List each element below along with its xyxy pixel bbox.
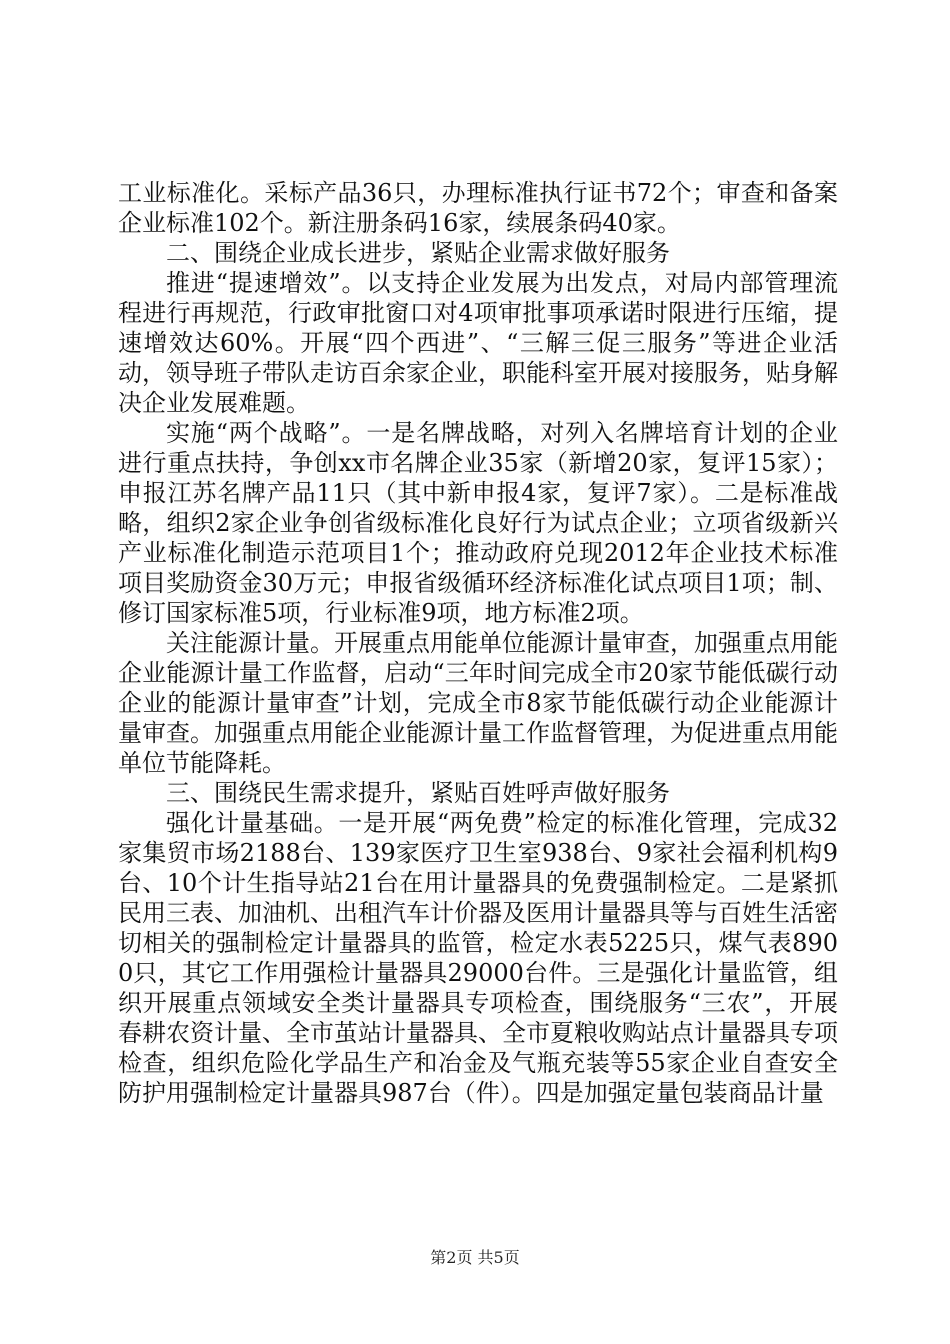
page-footer: 第2页 共5页 [430, 1248, 520, 1267]
paragraph-continuation: 工业标准化。采标产品36只，办理标准执行证书72个；审查和备案企业标准102个。新注册条码16家，续展条码40家。 [118, 179, 838, 237]
paragraph-speed-efficiency: 推进“提速增效”。以支持企业发展为出发点，对局内部管理流程进行再规范，行政审批窗口对4项审批事项承诺时限进行压缩，提速增效达60%。开展“四个西进”、“三解三促三服务”等进企业活动，领导班子带队走访百余家企业，职能科室开展对接服务，贴身解决企业发展难题。 [118, 269, 838, 417]
paragraph-metering-basics: 强化计量基础。一是开展“两免费”检定的标准化管理，完成32家集贸市场2188台、139家医疗卫生室938台、9家社会福利机构9台、10个计生指导站21台在用计量器具的免费强制检定。二是紧抓民用三表、加油机、出租汽车计价器及医用计量器具等与百姓生活密切相关的强制检定计量器具的监管，检定水表5225只，煤气表8900只，其它工作用强检计量器具29000台件。三是强化计量监管，组织开展重点领域安全类计量器具专项检查，围绕服务“三农”，开展春耕农资计量、全市茧站计量器具、全市夏粮收购站点计量器具专项检查，组织危险化学品生产和冶金及气瓶充装等55家企业自查安全防护用强制检定计量器具987台（件）。四是加强定量包装商品计量 [118, 809, 838, 1107]
paragraph-two-strategies: 实施“两个战略”。一是名牌战略，对列入名牌培育计划的企业进行重点扶持，争创xx市名牌企业35家（新增20家，复评15家）；申报江苏名牌产品11只（其中新申报4家，复评7家）。二是标准战略，组织2家企业争创省级标准化良好行为试点企业；立项省级新兴产业标准化制造示范项目1个；推动政府兑现2012年企业技术标准项目奖励资金30万元；申报省级循环经济标准化试点项目1项；制、修订国家标准5项，行业标准9项，地方标准2项。 [118, 419, 838, 627]
section-heading-two: 二、围绕企业成长进步，紧贴企业需求做好服务 [166, 239, 670, 267]
document-body [118, 178, 838, 1108]
section-heading-three: 三、围绕民生需求提升，紧贴百姓呼声做好服务 [166, 779, 670, 807]
paragraph-energy-metering: 关注能源计量。开展重点用能单位能源计量审查，加强重点用能企业能源计量工作监督，启动“三年时间完成全市20家节能低碳行动企业的能源计量审查”计划，完成全市8家节能低碳行动企业能源计量审查。加强重点用能企业能源计量工作监督管理，为促进重点用能单位节能降耗。 [118, 629, 838, 777]
